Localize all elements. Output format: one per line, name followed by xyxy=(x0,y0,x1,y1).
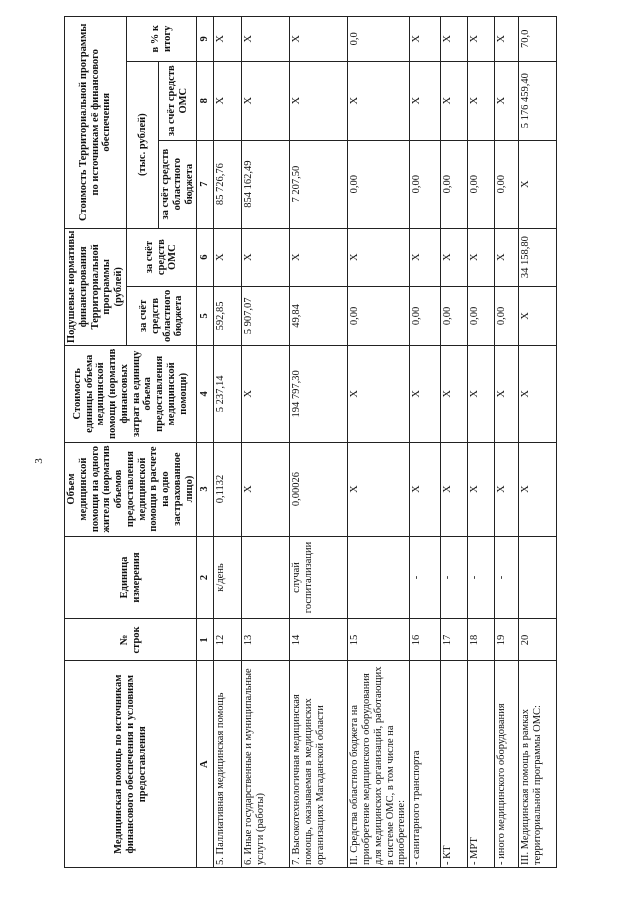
header-col-pp: Подушевые нормативы финансирования Территориальной программы (рублей) xyxy=(65,228,127,346)
table-row: - КТ 17 - Х Х 0,00 Х 0,00 Х Х xyxy=(441,17,468,868)
header-pct: в % к итогу xyxy=(126,17,197,62)
territorial-program-table xyxy=(64,16,557,868)
header-pp-budget: за счёт средств областного бюджета xyxy=(126,286,197,345)
table-row: - иного медицинского оборудования 19 - Х Х 0,00 Х 0,00 Х Х xyxy=(495,17,519,868)
table-row: 5. Паллиативная медицинская помощь 12 к/день 0,1132 5 237,14 592,85 Х 85 726,76 Х Х xyxy=(214,17,242,868)
header-pp-oms: за счёт средств ОМС xyxy=(126,228,197,286)
header-cost-oms: за счёт средств ОМС xyxy=(159,61,197,140)
header-col-unit: Единица измерения xyxy=(65,536,197,619)
page-number: 3 xyxy=(32,458,45,464)
header-col-row: № строк xyxy=(65,619,197,661)
table-row: III. Медицинская помощь в рамках территориальной программы ОМС: 20 Х Х Х 34 158,80 Х 5 176 459,40 70,0 xyxy=(519,17,557,868)
header-cost-budget: за счёт средств областного бюджета xyxy=(159,140,197,228)
header-col-volume: Объем медицинской помощи на одного жителя (норматив объемов предоставления медицинской помощи в расчете на одно застрахованное лицо) xyxy=(65,442,197,536)
column-index-row: А 1 2 3 4 5 6 7 8 9 xyxy=(197,17,214,868)
table-row: - МРТ 18 - Х Х 0,00 Х 0,00 Х Х xyxy=(468,17,495,868)
header-col-a: Медицинская помощь по источникам финансового обеспечения и условиям предоставления xyxy=(65,661,197,868)
table-row: 7. Высокотехнологичная медицинская помощь, оказываемая в медицинских организациях Магаданской области 14 случай госпитализации 0,00026 194 797,30 49,84 Х 7 207,50 Х Х xyxy=(290,17,348,868)
header-col-cost: Стоимость Территориальной программы по источникам её финансового обеспечения xyxy=(65,17,127,229)
table-row: II. Средства областного бюджета на приобретение медицинского оборудования для медицинских организаций, работающих в системе ОМС, в том числе на приобретение: 15 Х Х 0,00 Х 0,00 Х 0,0 xyxy=(348,17,410,868)
table-row: 6. Иные государственные и муниципальные услуги (работы) 13 Х Х 5 907,07 Х 854 162,49 Х Х xyxy=(242,17,290,868)
header-col-unit-cost: Стоимость единицы объема медицинской помощи (норматив финансовых затрат на единицу объема предоставления медицинской помощи) xyxy=(65,346,197,442)
table-row: - санитарного транспорта 16 - Х Х 0,00 Х 0,00 Х Х xyxy=(410,17,441,868)
rotated-table-container xyxy=(64,16,543,868)
header-cost-units: (тыс. рублей) xyxy=(126,61,158,228)
